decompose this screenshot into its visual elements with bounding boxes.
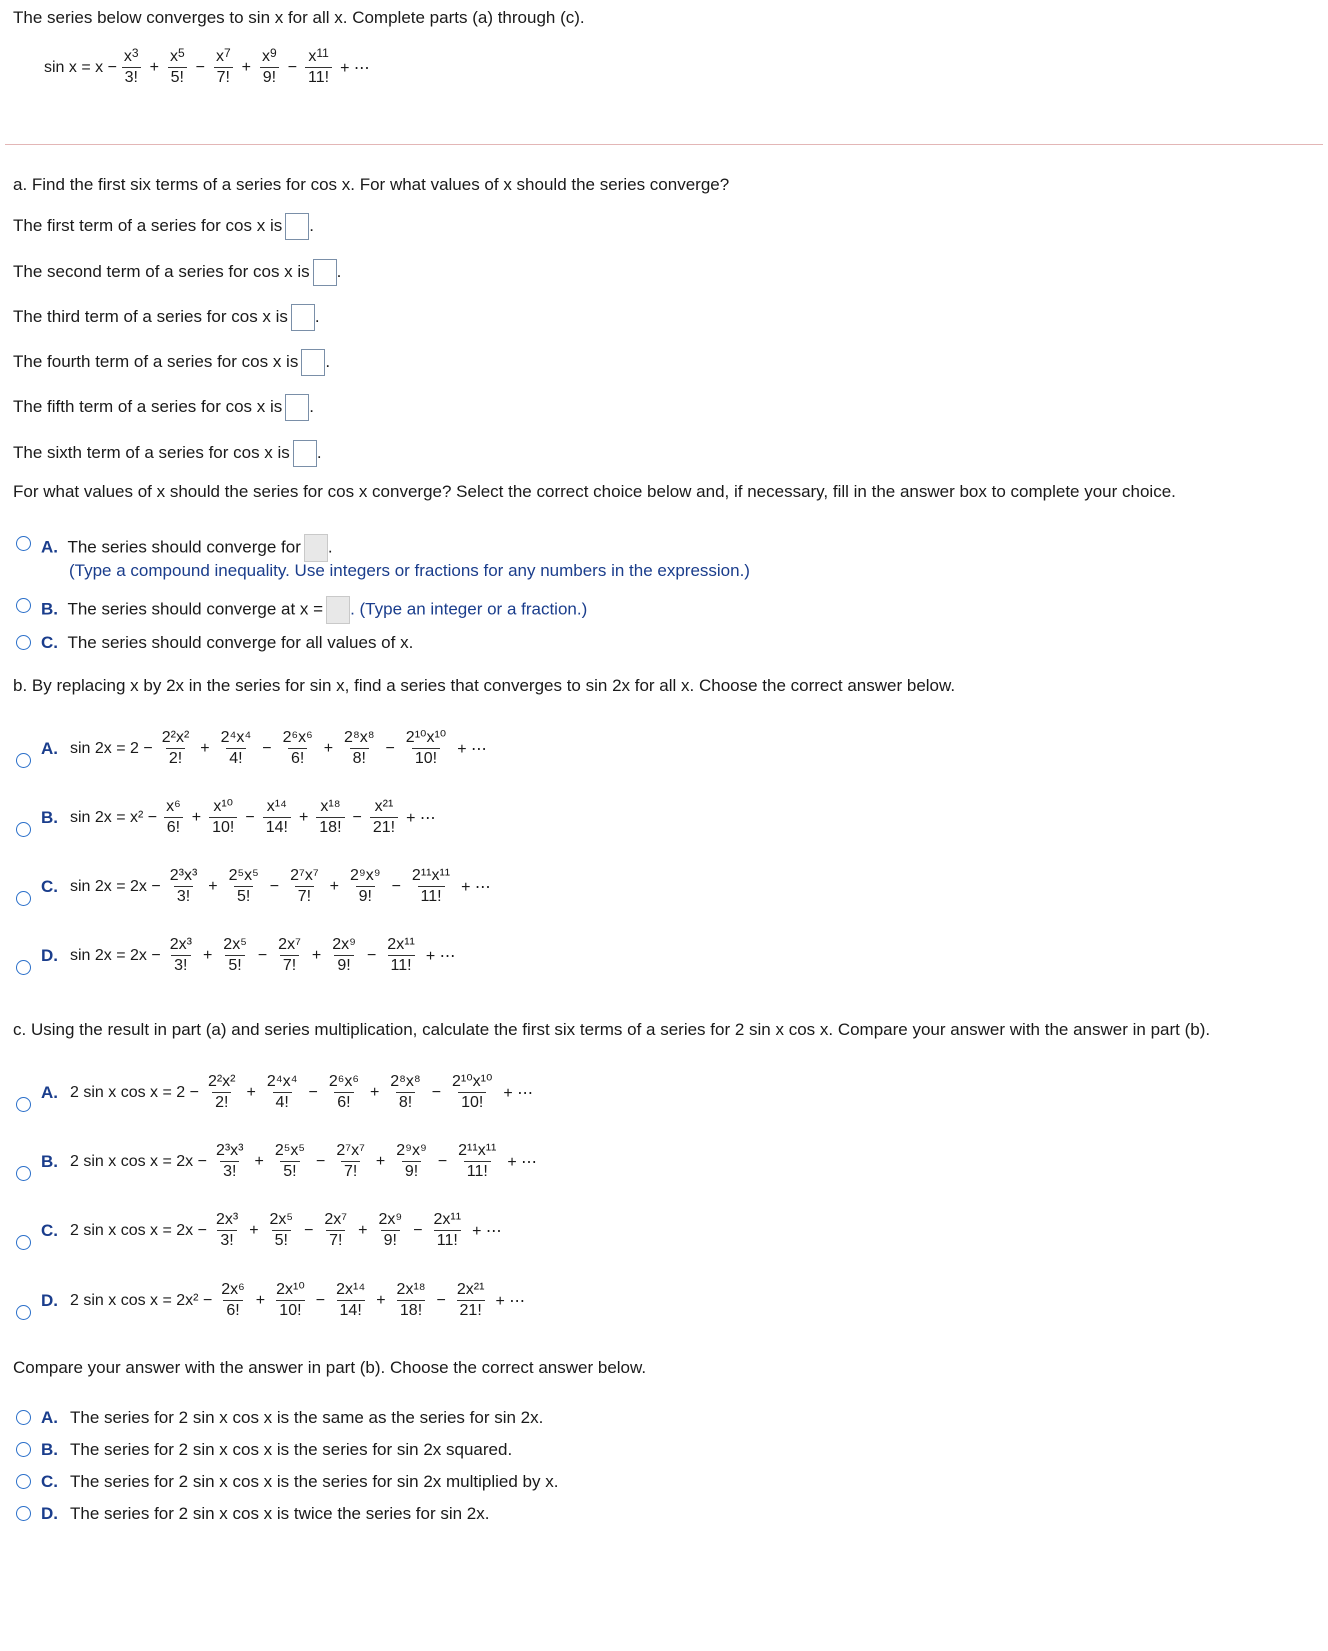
choice-text: The series for 2 sin x cos x is the series for sin 2x multiplied by x. [70, 1472, 559, 1491]
term-2-prompt: The second term of a series for cos x is [13, 261, 310, 281]
series-term [449, 1073, 495, 1112]
operator: + ⋯ [340, 59, 370, 77]
series-term [347, 867, 384, 906]
series-term [403, 729, 449, 768]
denominator: 5! [168, 67, 187, 87]
operator: − [431, 1083, 442, 1101]
term-6-row: The sixth term of a series for cos x is . [13, 440, 322, 467]
numerator: 2⁴x⁴ [220, 729, 252, 746]
operator: + [323, 739, 334, 757]
numerator: 2³x³ [169, 867, 198, 884]
series-term [272, 1142, 308, 1181]
choice-letter: D. [41, 1504, 58, 1523]
option-lhs: 2 sin x cos x = 2x − [70, 1221, 207, 1239]
denominator: 18! [316, 817, 344, 837]
operator: − [304, 1221, 314, 1239]
denominator: 3! [220, 1161, 239, 1181]
series-term [209, 798, 237, 837]
operator: − [245, 808, 255, 826]
denominator: 4! [273, 1092, 292, 1112]
denominator: 14! [263, 817, 291, 837]
term-2-row: The second term of a series for cos x is . [13, 259, 341, 286]
numerator: 2x¹¹ [433, 1211, 462, 1228]
denominator: 5! [225, 955, 244, 975]
series-term [275, 936, 304, 975]
term-2-input[interactable] [313, 259, 337, 286]
choice-text: The series for 2 sin x cos x is twice the series for sin 2x. [70, 1504, 490, 1523]
series-term [259, 48, 280, 87]
series-term [341, 729, 377, 768]
series-term [333, 1281, 368, 1320]
compare-radio-d[interactable] [16, 1506, 31, 1521]
numerator: 2⁸x⁸ [390, 1073, 421, 1090]
operator: − [287, 58, 298, 76]
converge-hint-a: (Type a compound inequality. Use integers or fractions for any numbers in the expression.) [69, 561, 750, 580]
denominator: 9! [381, 1230, 400, 1250]
denominator: 21! [370, 817, 398, 837]
operator: + [369, 1083, 380, 1101]
denominator: 9! [356, 886, 375, 906]
numerator: 2¹⁰x¹⁰ [405, 729, 447, 746]
operator: + ⋯ [457, 740, 487, 758]
numerator: 2¹¹x¹¹ [458, 1142, 497, 1159]
compare-question: Compare your answer with the answer in part (b). Choose the correct answer below. [13, 1358, 647, 1377]
denominator: 11! [388, 955, 415, 975]
product-option-a [41, 1073, 537, 1112]
series-term [431, 1211, 465, 1250]
denominator: 8! [350, 748, 369, 768]
denominator: 4! [226, 748, 245, 768]
series-term [226, 867, 262, 906]
numerator: 2⁹x⁹ [349, 867, 381, 884]
option-lhs: sin 2x = 2x − [70, 877, 161, 895]
operator: + ⋯ [495, 1292, 526, 1310]
denominator: 10! [276, 1300, 304, 1320]
compare-choice-b [41, 1440, 512, 1460]
denominator: 6! [288, 748, 307, 768]
numerator: 2⁷x⁷ [336, 1142, 365, 1159]
sin2x-radio-a[interactable] [16, 753, 31, 768]
series-term [264, 1073, 301, 1112]
compare-choice-a [41, 1408, 543, 1428]
denominator: 5! [234, 886, 253, 906]
operator: − [385, 739, 395, 757]
numerator: $x^7$ [215, 46, 231, 65]
denominator: 11! [305, 67, 332, 87]
operator: + ⋯ [472, 1222, 502, 1240]
operator: + [254, 1152, 264, 1170]
operator: − [257, 946, 268, 964]
converge-choice-c [41, 633, 413, 653]
operator: − [269, 877, 280, 895]
numerator: $x^{11}$ [308, 46, 329, 65]
option-letter: A. [41, 1082, 58, 1102]
numerator: x¹⁴ [266, 798, 287, 815]
option-lhs: 2 sin x cos x = 2 − [70, 1083, 199, 1101]
product-radio-b[interactable] [16, 1166, 31, 1181]
denominator: 3! [217, 1230, 236, 1250]
term-5-input[interactable] [285, 394, 309, 421]
numerator: 2x⁷ [324, 1211, 348, 1228]
choice-letter: B. [41, 1440, 58, 1459]
term-4-input[interactable] [301, 349, 325, 376]
series-term [326, 1073, 362, 1112]
term-6-prompt: The sixth term of a series for cos x is [13, 442, 290, 462]
operator: + [202, 946, 213, 964]
operator: + [298, 808, 309, 826]
choice-letter: C. [41, 633, 58, 652]
denominator: 2! [166, 748, 185, 768]
denominator: 18! [397, 1300, 425, 1320]
denominator: 7! [280, 955, 299, 975]
denominator: 3! [171, 955, 190, 975]
series-term [163, 798, 184, 837]
series-term [409, 867, 453, 906]
choice-text: The series should converge for [67, 537, 301, 557]
part-b-question: b. By replacing x by 2x in the series for sin x, find a series that converges to sin 2x for all x. Choose the correct answer below. [13, 676, 956, 695]
series-term [263, 798, 291, 837]
denominator: 9! [334, 955, 353, 975]
numerator: 2¹⁰x¹⁰ [452, 1073, 493, 1090]
denominator: 5! [280, 1161, 299, 1181]
converge-question: For what values of x should the series for cos x converge? Select the correct choice below and, if necessary, fill in the answer box to complete your choice. [13, 482, 1176, 501]
operator: + [191, 808, 202, 826]
numerator: 2⁷x⁷ [290, 867, 319, 884]
denominator: 9! [260, 67, 279, 87]
operator: + ⋯ [503, 1084, 534, 1102]
product-radio-d[interactable] [16, 1305, 31, 1320]
operator: − [352, 808, 362, 826]
numerator: x¹⁸ [320, 798, 341, 815]
numerator: 2²x² [207, 1073, 236, 1090]
option-lhs: 2 sin x cos x = 2x² − [70, 1291, 213, 1309]
sin2x-option-c [41, 867, 495, 906]
series-lhs: sin x = x − [44, 58, 117, 76]
numerator: 2x⁶ [221, 1281, 245, 1298]
series-term [329, 936, 359, 975]
numerator: 2⁴x⁴ [266, 1073, 298, 1090]
numerator: 2⁵x⁵ [228, 867, 259, 884]
denominator: 10! [209, 817, 237, 837]
series-term [213, 1211, 241, 1250]
numerator: 2¹¹x¹¹ [411, 867, 451, 884]
choice-text: The series for 2 sin x cos x is the series for sin 2x squared. [70, 1440, 513, 1459]
converge-choice-a: A. The series should converge for . [41, 534, 333, 562]
series-term [159, 729, 193, 768]
series-term [394, 1281, 429, 1320]
operator: + [375, 1152, 386, 1170]
operator: + [149, 58, 159, 76]
series-term [393, 1142, 430, 1181]
series-term [205, 1073, 239, 1112]
numerator: 2x¹⁴ [336, 1281, 366, 1298]
converge-input-b[interactable] [326, 596, 350, 624]
operator: − [391, 877, 401, 895]
part-a-question: a. Find the first six terms of a series for cos x. For what values of x should the series converge? [13, 175, 730, 194]
option-letter: C. [41, 876, 58, 896]
operator: + [241, 58, 252, 76]
compare-radio-b[interactable] [16, 1442, 31, 1457]
option-lhs: sin 2x = x² − [70, 808, 158, 826]
option-letter: A. [41, 738, 58, 758]
term-4-prompt: The fourth term of a series for cos x is [13, 351, 299, 371]
operator: − [262, 739, 272, 757]
series-term [167, 867, 201, 906]
series-term [218, 1281, 247, 1320]
series-term [220, 936, 250, 975]
product-option-d [41, 1281, 529, 1320]
compare-radio-a[interactable] [16, 1410, 31, 1425]
numerator: 2x³ [169, 936, 192, 953]
product-option-b [41, 1142, 541, 1181]
converge-radio-c[interactable] [16, 635, 31, 650]
series-term [167, 936, 195, 975]
sin2x-option-a [41, 729, 491, 768]
choice-letter: C. [41, 1472, 58, 1491]
option-letter: D. [41, 1290, 58, 1310]
numerator: 2x¹⁸ [396, 1281, 426, 1298]
series-term [321, 1211, 350, 1250]
numerator: 2⁶x⁶ [282, 729, 313, 746]
numerator: 2x³ [215, 1211, 239, 1228]
operator: + [208, 877, 218, 895]
denominator: 11! [434, 1230, 461, 1250]
operator: − [308, 1083, 318, 1101]
operator: − [195, 58, 205, 76]
operator: − [316, 1152, 326, 1170]
denominator: 8! [396, 1092, 415, 1112]
series-term [455, 1142, 499, 1181]
term-3-input[interactable] [291, 304, 315, 331]
product-option-c [41, 1211, 506, 1250]
numerator: $x^3$ [123, 46, 139, 65]
sin2x-radio-d[interactable] [16, 960, 31, 975]
series-term [375, 1211, 405, 1250]
series-term [287, 867, 321, 906]
converge-radio-a[interactable] [16, 536, 31, 551]
operator: + ⋯ [406, 809, 436, 827]
compare-choice-c [41, 1472, 558, 1492]
series-term [316, 798, 344, 837]
operator: + ⋯ [425, 947, 456, 965]
series-term [213, 1142, 247, 1181]
operator: + [358, 1221, 368, 1239]
numerator: x¹⁰ [213, 798, 234, 815]
sin2x-radio-c[interactable] [16, 891, 31, 906]
numerator: 2⁸x⁸ [344, 729, 375, 746]
operator: − [315, 1291, 326, 1309]
operator: + [255, 1291, 266, 1309]
denominator: 7! [326, 1230, 345, 1250]
term-5-row: The fifth term of a series for cos x is . [13, 394, 314, 421]
series-term [454, 1281, 488, 1320]
converge-choice-b [41, 596, 587, 624]
sin2x-option-d [41, 936, 460, 975]
operator: + [249, 1221, 259, 1239]
numerator: 2x⁷ [278, 936, 301, 953]
series-term [305, 48, 332, 87]
denominator: 6! [223, 1300, 242, 1320]
choice-text: The series for 2 sin x cos x is the same as the series for sin 2x. [70, 1408, 544, 1427]
series-term [218, 729, 255, 768]
option-letter: D. [41, 945, 58, 965]
numerator: 2x⁵ [223, 936, 247, 953]
denominator: 14! [337, 1300, 365, 1320]
numerator: 2x²¹ [456, 1281, 485, 1298]
choice-text: The series should converge at x = [67, 599, 324, 619]
sin2x-option-b [41, 798, 440, 837]
operator: + [311, 946, 322, 964]
term-3-prompt: The third term of a series for cos x is [13, 306, 288, 326]
choice-letter: B. [41, 599, 58, 619]
term-1-prompt: The first term of a series for cos x is [13, 215, 283, 235]
choice-letter: A. [41, 537, 58, 557]
term-3-row: The third term of a series for cos x is . [13, 304, 320, 331]
product-radio-a[interactable] [16, 1097, 31, 1112]
converge-radio-b[interactable] [16, 598, 31, 613]
option-lhs: sin 2x = 2 − [70, 739, 153, 757]
series-term [280, 729, 316, 768]
series-term [213, 48, 234, 87]
option-lhs: sin 2x = 2x − [70, 946, 161, 964]
denominator: 3! [122, 67, 141, 87]
choice-text: The series should converge for all values of x. [67, 633, 414, 652]
numerator: $x^5$ [169, 46, 185, 65]
denominator: 10! [412, 748, 440, 768]
numerator: 2²x² [161, 729, 190, 746]
numerator: $x^9$ [262, 46, 277, 65]
compare-radio-c[interactable] [16, 1474, 31, 1489]
operator: − [366, 946, 377, 964]
divider [5, 144, 1323, 145]
numerator: 2x¹¹ [387, 936, 415, 953]
series-term [267, 1211, 297, 1250]
denominator: 9! [402, 1161, 421, 1181]
term-5-prompt: The fifth term of a series for cos x is [13, 396, 283, 416]
operator: − [413, 1221, 423, 1239]
option-letter: B. [41, 1151, 58, 1171]
operator: − [437, 1152, 448, 1170]
denominator: 7! [341, 1161, 360, 1181]
part-c-question: c. Using the result in part (a) and series multiplication, calculate the first six terms of a series for 2 sin x cos x. Compare your answer with the answer in part (b). [13, 1020, 1211, 1039]
numerator: 2x⁵ [269, 1211, 294, 1228]
numerator: 2x⁹ [378, 1211, 403, 1228]
operator: + [200, 739, 210, 757]
denominator: 7! [295, 886, 314, 906]
term-4-row: The fourth term of a series for cos x is . [13, 349, 330, 376]
compare-choice-d [41, 1504, 489, 1524]
choice-letter: A. [41, 1408, 58, 1427]
term-1-row: The first term of a series for cos x is . [13, 213, 314, 240]
numerator: x⁶ [166, 798, 181, 815]
denominator: 21! [457, 1300, 485, 1320]
product-radio-c[interactable] [16, 1235, 31, 1250]
operator: − [436, 1291, 446, 1309]
denominator: 11! [464, 1161, 491, 1181]
denominator: 10! [458, 1092, 486, 1112]
denominator: 7! [214, 67, 233, 87]
numerator: 2x¹⁰ [276, 1281, 305, 1298]
numerator: 2⁹x⁹ [396, 1142, 427, 1159]
denominator: 6! [164, 817, 183, 837]
denominator: 2! [212, 1092, 231, 1112]
numerator: 2x⁹ [332, 936, 356, 953]
numerator: 2⁶x⁶ [328, 1073, 359, 1090]
series-term [273, 1281, 308, 1320]
operator: + ⋯ [461, 878, 491, 896]
denominator: 11! [418, 886, 445, 906]
series-term [384, 936, 418, 975]
numerator: 2⁵x⁵ [274, 1142, 306, 1159]
series-term [167, 48, 188, 87]
operator: + [329, 877, 339, 895]
series-term [333, 1142, 367, 1181]
sin2x-radio-b[interactable] [16, 822, 31, 837]
option-letter: B. [41, 807, 58, 827]
operator: + ⋯ [507, 1153, 538, 1171]
converge-input-a[interactable] [304, 534, 328, 562]
operator: + [376, 1291, 386, 1309]
denominator: 5! [272, 1230, 291, 1250]
intro-text: The series below converges to sin x for all x. Complete parts (a) through (c). [13, 8, 585, 27]
series-term [387, 1073, 423, 1112]
term-1-input[interactable] [285, 213, 309, 240]
series-term [370, 798, 398, 837]
series-term [121, 48, 142, 87]
option-lhs: 2 sin x cos x = 2x − [70, 1152, 207, 1170]
numerator: x²¹ [374, 798, 394, 815]
option-letter: C. [41, 1220, 58, 1240]
denominator: 3! [174, 886, 193, 906]
intro-series [44, 48, 374, 87]
term-6-input[interactable] [293, 440, 317, 467]
numerator: 2³x³ [215, 1142, 244, 1159]
operator: + [246, 1083, 256, 1101]
denominator: 6! [334, 1092, 353, 1112]
choice-hint: . (Type an integer or a fraction.) [350, 599, 588, 619]
